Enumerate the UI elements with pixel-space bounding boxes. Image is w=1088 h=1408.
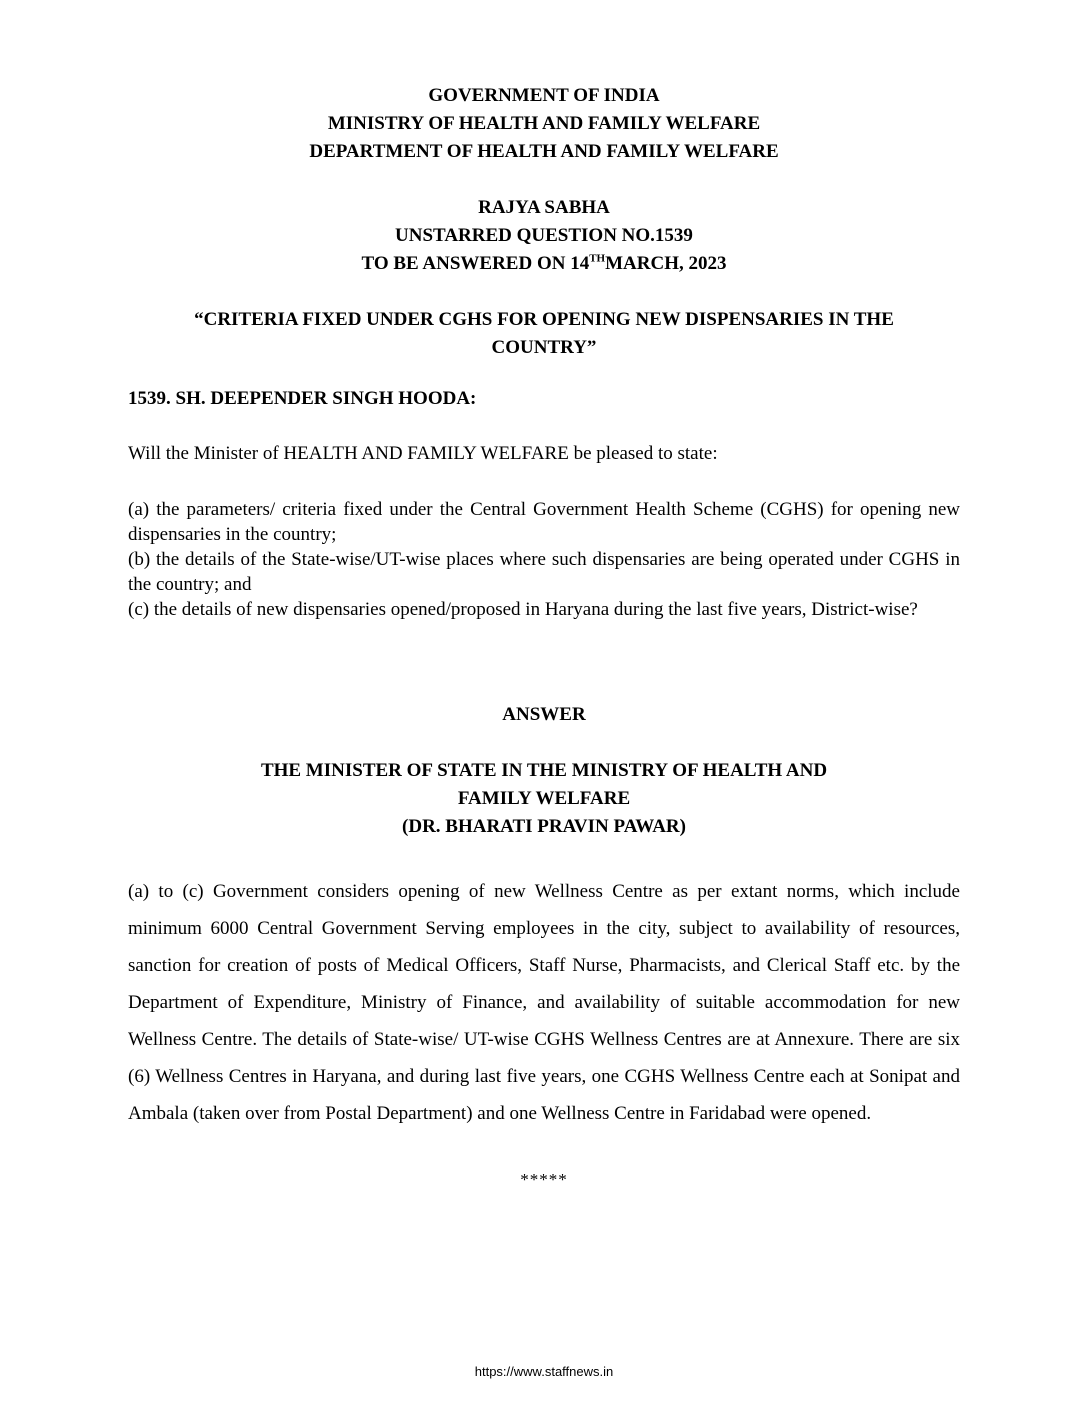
question-items [128,497,960,622]
question-intro: Will the Minister of HEALTH AND FAMILY WELFARE be pleased to state: [128,443,718,464]
minister-title-line-2: FAMILY WELFARE [457,788,631,809]
subject-title [128,306,960,362]
answer-body: (a) to (c) Government considers opening of new Wellness Centre as per extant norms, which include minimum 6000 Central Government Serving employees in the city, subject to availability of resources, sanction for creation of posts of Medical Officers, Staff Nurse, Pharmacists, and Clerical Staff etc. by the Department of Expenditure, Ministry of Finance, and availability of suitable accommodation for new Wellness Centre. The details of State-wise/ UT-wise CGHS Wellness Centres are at Annexure. There are six (6) Wellness Centres in Haryana, and during last five years, one CGHS Wellness Centre each at Sonipat and Ambala (taken over from Postal Department) and one Wellness Centre in Faridabad were opened. [128,881,960,1124]
header-ministry: MINISTRY OF HEALTH AND FAMILY WELFARE [327,113,761,134]
question-number: UNSTARRED QUESTION NO.1539 [395,225,693,246]
minister-title-line-1: THE MINISTER OF STATE IN THE MINISTRY OF HEALTH AND [260,760,828,781]
header-department: DEPARTMENT OF HEALTH AND FAMILY WELFARE [309,141,779,162]
answer-heading: ANSWER [502,704,586,725]
question-item-b: (b) the details of the State-wise/UT-wise places where such dispensaries are being operated under CGHS in the country; and [128,549,960,595]
minister-name: (DR. BHARATI PRAVIN PAWAR) [402,816,686,837]
government-header [128,82,960,166]
end-mark: ***** [520,1170,568,1189]
subject-line-2: COUNTRY” [491,337,597,358]
answer-date: TO BE ANSWERED ON 14THMARCH, 2023 [361,252,727,274]
question-item-a: (a) the parameters/ criteria fixed under the Central Government Health Scheme (CGHS) for opening new dispensaries in the country; [128,499,960,545]
house-name: RAJYA SABHA [478,197,610,218]
subject-line-1: “CRITERIA FIXED UNDER CGHS FOR OPENING NEW DISPENSARIES IN THE [194,309,894,330]
header-government: GOVERNMENT OF INDIA [428,85,660,106]
question-header [128,194,960,278]
question-item-c: (c) the details of new dispensaries opened/proposed in Haryana during the last five years, District-wise? [128,599,918,620]
minister-block [128,757,960,841]
member-name: 1539. SH. DEEPENDER SINGH HOODA: [128,388,477,409]
footer-url: https://www.staffnews.in [474,1364,614,1379]
